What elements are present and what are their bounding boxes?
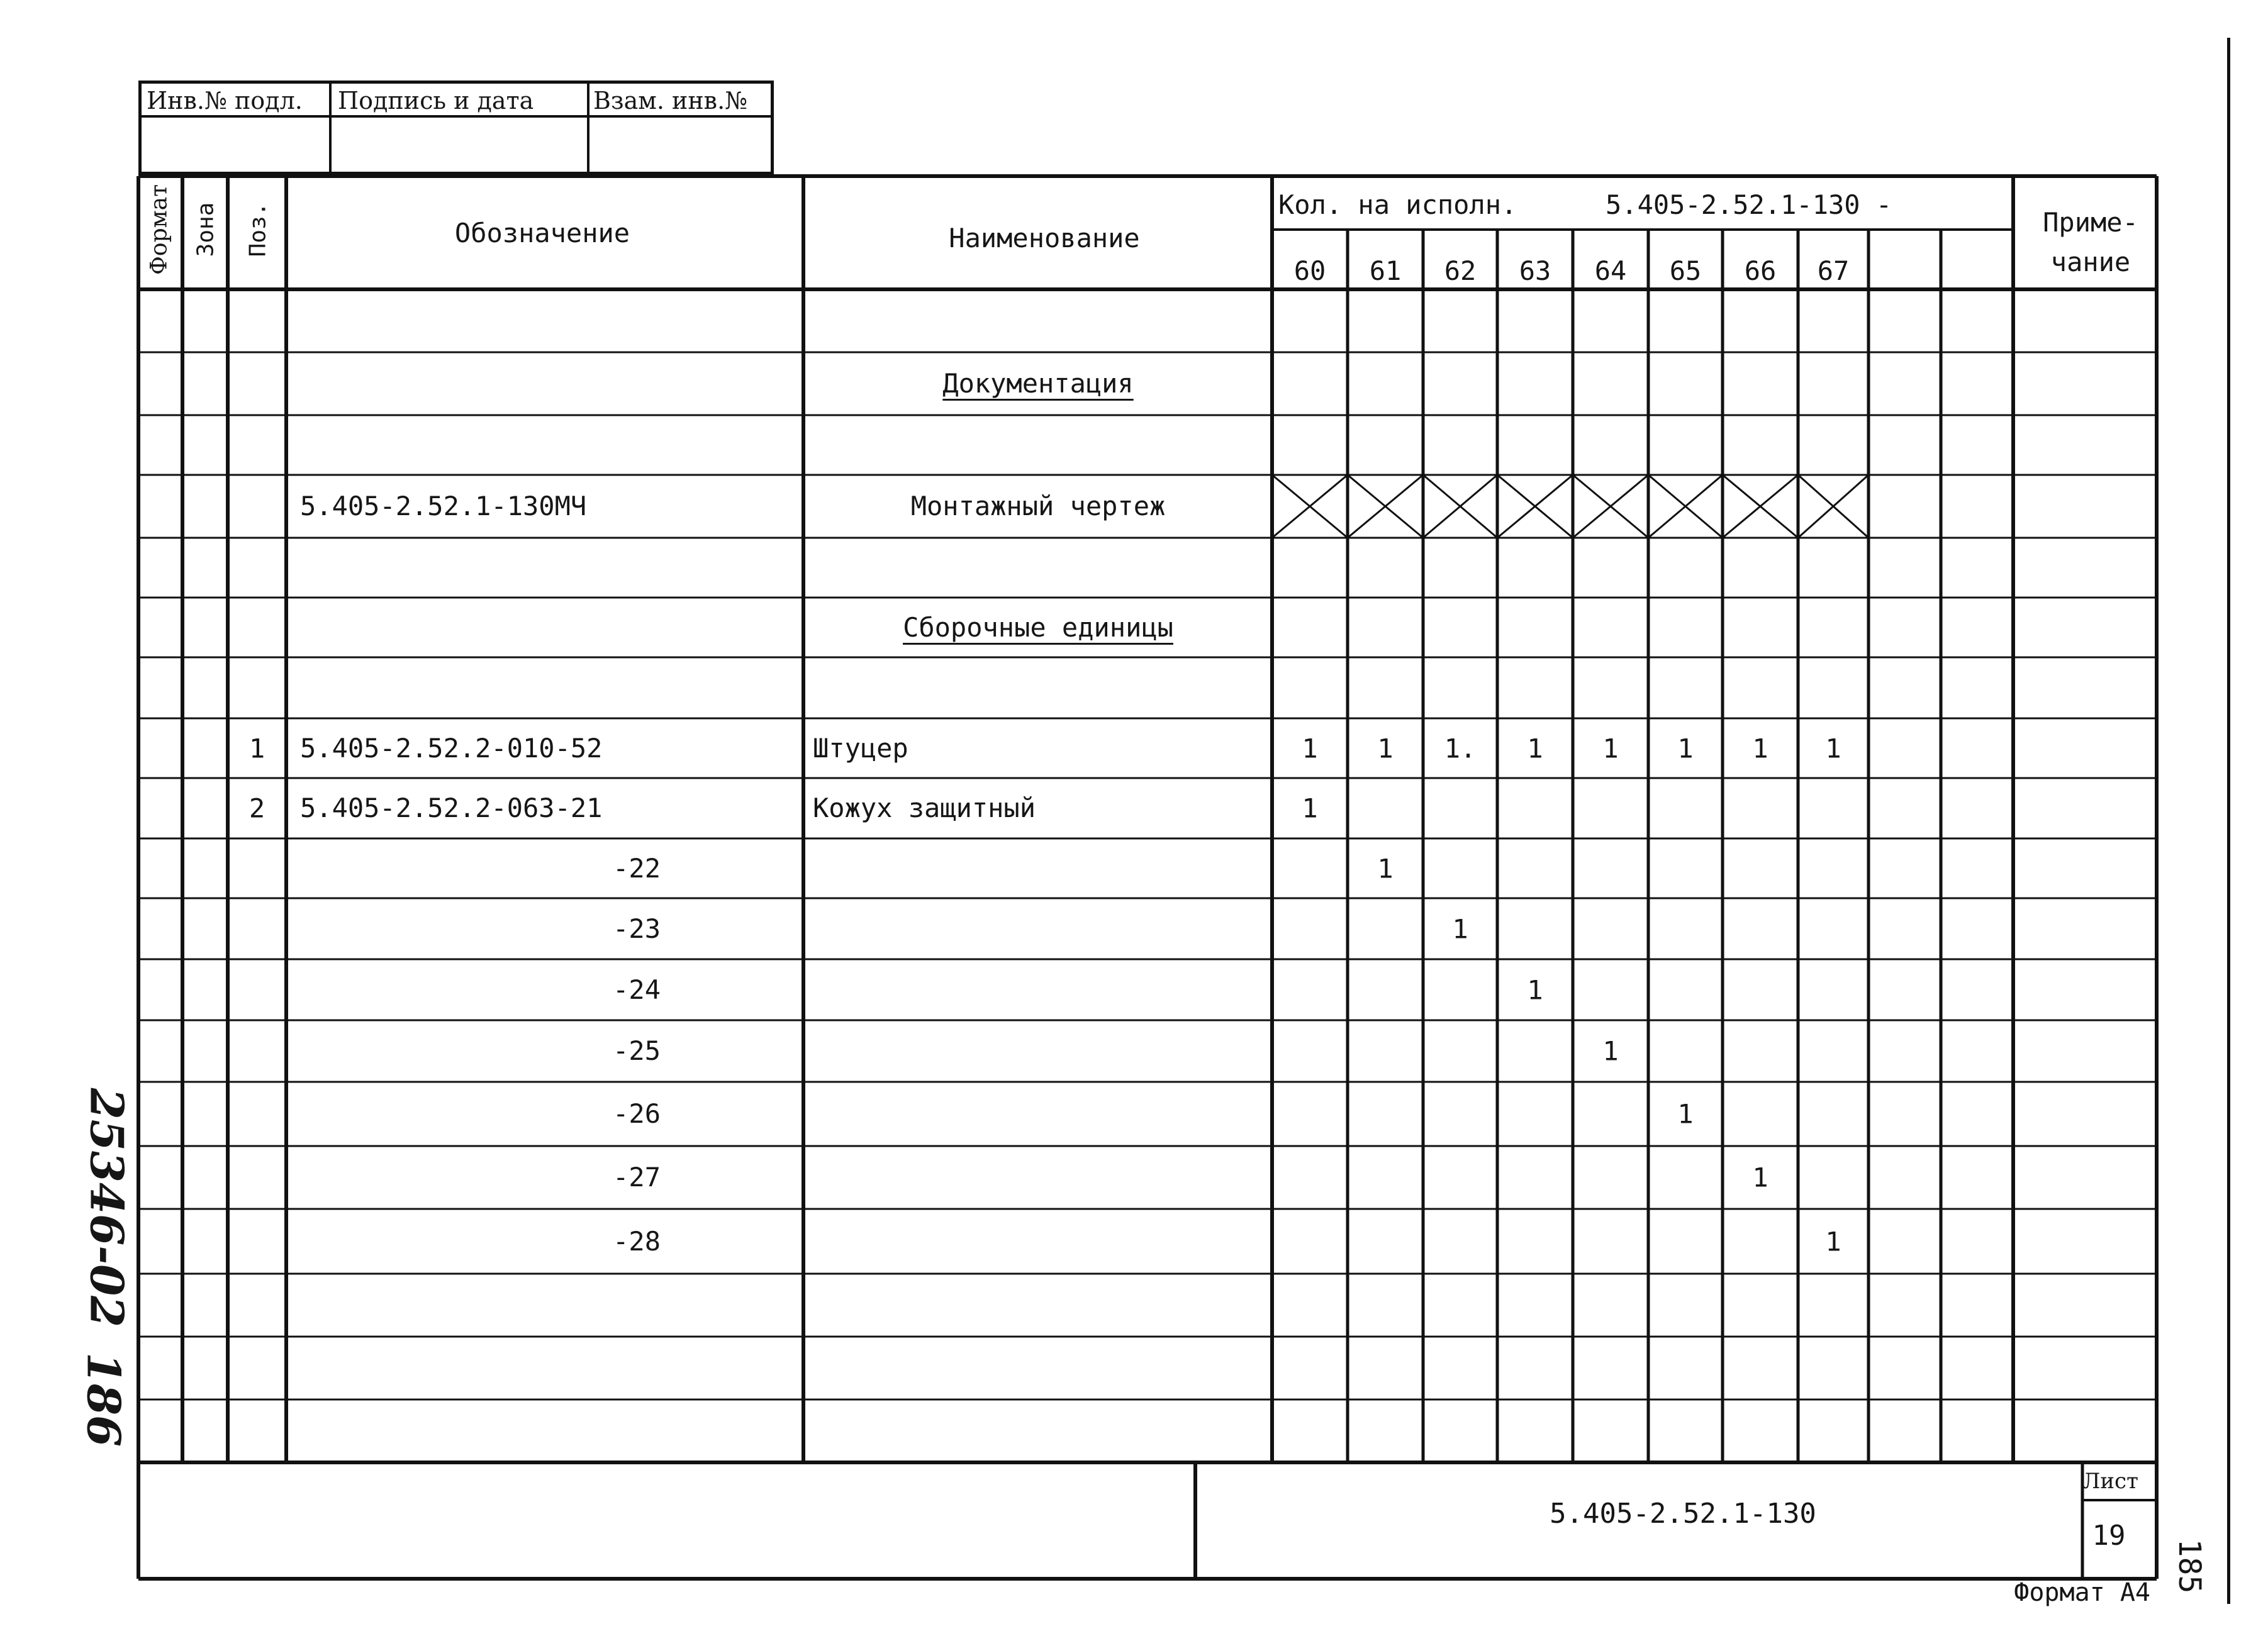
qty-cell: 1: [1302, 793, 1318, 824]
qty-cell: 1: [1825, 733, 1841, 764]
variant-header-66: 66: [1744, 255, 1777, 286]
row-designation: -22: [613, 852, 661, 884]
qty-cell: 1: [1377, 853, 1394, 884]
variant-header-62: 62: [1444, 255, 1477, 286]
row-designation: -27: [613, 1162, 661, 1193]
doc-code: 5.405-2.52.1-130: [1550, 1498, 1816, 1530]
handwritten-code: 25346-02: [80, 1088, 134, 1328]
qty-cell: 1: [1677, 733, 1694, 764]
row-name: Монтажный чертеж: [910, 491, 1166, 521]
page-number-right: 185: [2172, 1539, 2207, 1594]
header-qty-label: Кол. на исполн.: [1278, 189, 1517, 220]
qty-cell: 1: [1825, 1226, 1841, 1257]
row-designation: -25: [613, 1035, 661, 1066]
stamp-header-inv: Инв.№ подл.: [147, 87, 303, 114]
header-name: Наименование: [949, 223, 1140, 253]
qty-cell: 1: [1452, 913, 1468, 944]
section-heading: Документация: [942, 368, 1134, 399]
header-note: Приме- чание: [2043, 207, 2138, 277]
qty-cell: 1: [1752, 733, 1768, 764]
sheet-label: Лист: [2082, 1469, 2138, 1494]
qty-cell: 1: [1602, 1035, 1619, 1067]
row-name: Штуцер: [813, 732, 908, 764]
variant-header-61: 61: [1369, 255, 1402, 286]
qty-cell: 1: [1752, 1162, 1768, 1193]
row-name: Кожух защитный: [813, 793, 1036, 823]
qty-cell: 1: [1677, 1098, 1694, 1130]
qty-cell: 1: [1302, 733, 1318, 764]
header-pos: Поз.: [245, 202, 271, 257]
qty-cell: 1: [1527, 974, 1543, 1005]
row-designation: 5.405-2.52.1-130МЧ: [300, 491, 587, 521]
stamp-header-replace: Взам. инв.№: [593, 87, 748, 114]
stamp-header-sign: Подпись и дата: [338, 87, 534, 114]
variant-header-64: 64: [1594, 255, 1627, 286]
handwritten-page: 186: [77, 1352, 131, 1447]
header-zone: Зона: [193, 202, 219, 257]
header-qty-code: 5.405-2.52.1-130 -: [1606, 189, 1892, 220]
header-designation: Обозначение: [454, 218, 630, 248]
row-designation: 5.405-2.52.2-010-52: [300, 732, 603, 764]
row-designation: -23: [613, 913, 661, 944]
row-pos: 2: [249, 793, 265, 824]
qty-cell: 1: [1377, 733, 1394, 764]
variant-header-67: 67: [1817, 255, 1850, 286]
header-format: Формат: [146, 184, 172, 275]
qty-cell: 1.: [1444, 733, 1477, 764]
variant-header-60: 60: [1293, 255, 1326, 286]
sheet-number: 19: [2092, 1520, 2126, 1552]
row-designation: 5.405-2.52.2-063-21: [300, 793, 603, 823]
qty-cell: 1: [1527, 733, 1543, 764]
row-designation: -28: [613, 1225, 661, 1257]
format-label: Формат А4: [2014, 1578, 2150, 1607]
row-designation: -24: [613, 974, 661, 1005]
variant-header-65: 65: [1669, 255, 1702, 286]
row-designation: -26: [613, 1098, 661, 1129]
variant-header-63: 63: [1519, 255, 1551, 286]
sheet-frame-right: [2227, 38, 2230, 1604]
qty-cell: 1: [1602, 733, 1619, 764]
row-pos: 1: [249, 733, 265, 764]
section-heading: Сборочные единицы: [903, 611, 1173, 643]
